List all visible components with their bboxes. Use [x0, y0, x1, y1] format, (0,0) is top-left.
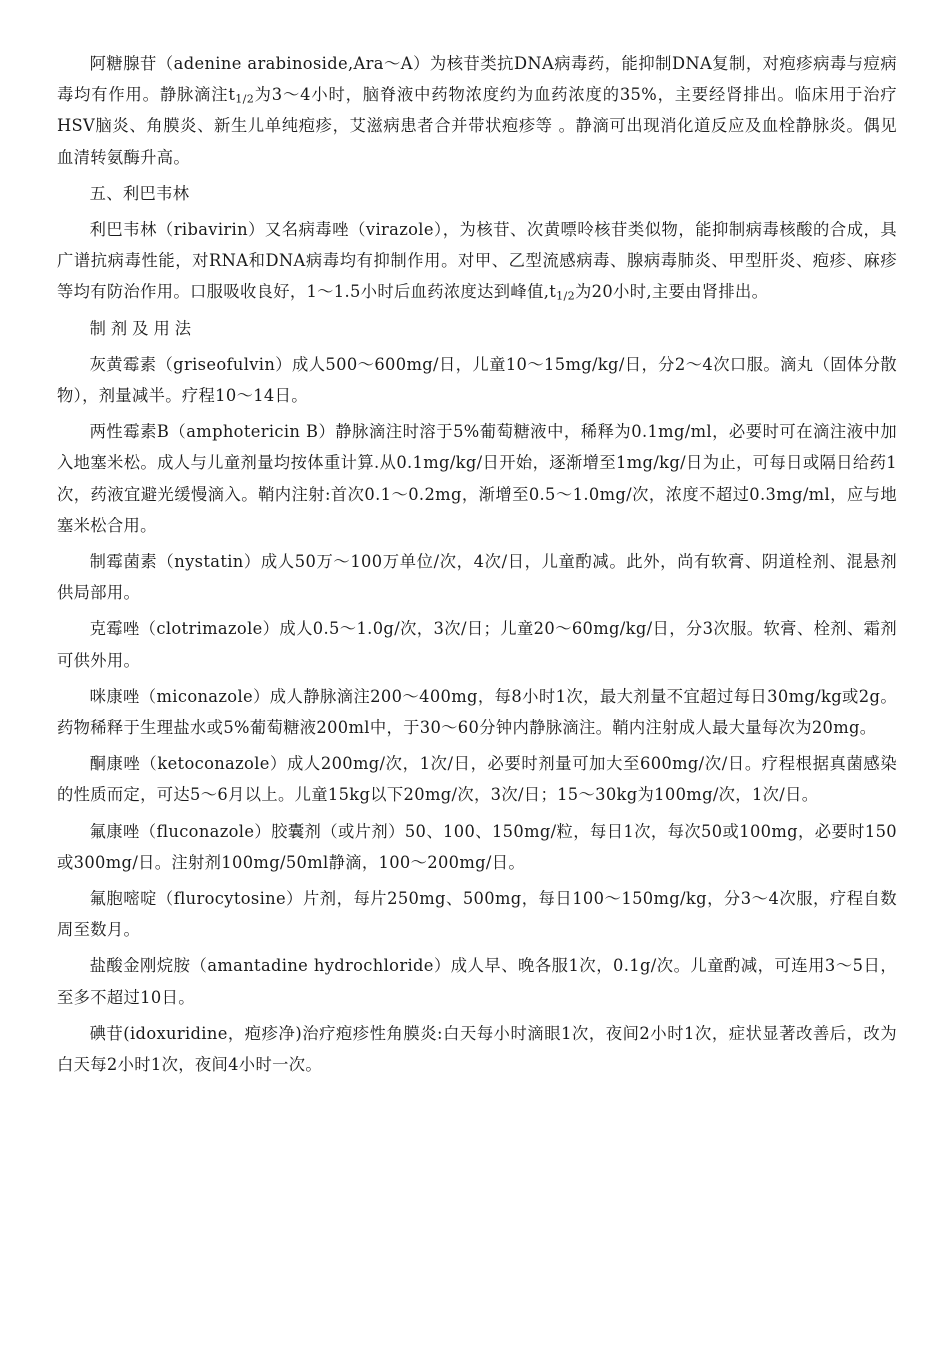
paragraph-ara-a: 阿糖腺苷（adenine arabinoside,Ara～A）为核苷类抗DNA病毒药，能抑制DNA复制，对疱疹病毒与痘病毒均有作用。静脉滴注$t_{1/2}$为3～4小时，脑脊液中药物浓度约为血药浓度的35%，主要经肾排出。临床用于治疗HSV脑炎、角膜炎、新生儿单纯疱疹，艾滋病患者合并带状疱疹等 。静滴可出现消化道反应及血栓静脉炎。偶见血清转氨酶升高。: [57, 54, 897, 167]
section-heading-ribavirin: 五、利巴韦林: [89, 183, 190, 203]
paragraph-miconazole: 咪康唑（miconazole）成人静脉滴注200～400mg，每8小时1次，最大剂量不宜超过每日30mg/kg或2g。药物稀释于生理盐水或5%葡萄糖液200ml中，于30～60分钟内静脉滴注。鞘内注射成人最大量每次为20mg。: [57, 686, 897, 738]
paragraph-ribavirin: 利巴韦林（ribavirin）又名病毒唑（virazole），为核苷、次黄嘌呤核苷类似物，能抑制病毒核酸的合成，具广谱抗病毒性能，对RNA和DNA病毒均有抑制作用。对甲、乙型流感病毒、腺病毒肺炎、甲型肝炎、疱疹、麻疹等均有防治作用。口服吸收良好，1～1.5小时后血药浓度达到峰值$,t_{1/2}$为20小时,主要由肾排出。: [57, 220, 897, 303]
document-page: [57, 48, 897, 1085]
paragraph-ketoconazole: 酮康唑（ketoconazole）成人200mg/次，1次/日，必要时剂量可加大至600mg/次/日。疗程根据真菌感染的性质而定，可达5～6月以上。儿童15kg以下20mg/次，3次/日；15～30kg为100mg/次，1次/日。: [57, 754, 897, 805]
paragraph-amantadine: 盐酸金刚烷胺（amantadine hydrochloride）成人早、晚各服1次，0.1g/次。儿童酌减，可连用3～5日，至多不超过10日。: [57, 956, 897, 1007]
paragraph-fluconazole: 氟康唑（fluconazole）胶囊剂（或片剂）50、100、150mg/粒，每日1次，每次50或100mg，必要时150或300mg/日。注射剂100mg/50ml静滴，100～200mg/日。: [57, 821, 897, 872]
section-heading-preparations: 制剂及用法: [89, 318, 197, 338]
paragraph-clotrimazole: 克霉唑（clotrimazole）成人0.5～1.0g/次，3次/日；儿童20～60mg/kg/日，分3次服。软膏、栓剂、霜剂可供外用。: [57, 619, 897, 670]
paragraph-idoxuridine: 碘苷(idoxuridine，疱疹净)治疗疱疹性角膜炎:白天每小时滴眼1次，夜间2小时1次，症状显著改善后，改为白天每2小时1次，夜间4小时一次。: [57, 1023, 897, 1075]
paragraph-flucytosine: 氟胞嘧啶（flurocytosine）片剂，每片250mg、500mg，每日100～150mg/kg，分3～4次服，疗程自数周至数月。: [57, 889, 897, 940]
paragraph-amphotericin-b: 两性霉素B（amphotericin B）静脉滴注时溶于5%葡萄糖液中，稀释为0.1mg/ml，必要时可在滴注液中加入地塞米松。成人与儿童剂量均按体重计算.从0.1mg/kg/日开始，逐渐增至1mg/kg/日为止，可每日或隔日给药1次，药液宜避光缓慢滴入。鞘内注射:首次0.1～0.2mg，渐增至0.5～1.0mg/次，浓度不超过0.3mg/ml，应与地塞米松合用。: [57, 422, 897, 535]
paragraph-nystatin: 制霉菌素（nystatin）成人50万～100万单位/次，4次/日，儿童酌减。此外，尚有软膏、阴道栓剂、混悬剂供局部用。: [57, 552, 897, 603]
paragraph-griseofulvin: 灰黄霉素（griseofulvin）成人500～600mg/日，儿童10～15mg/kg/日，分2～4次口服。滴丸（固体分散物），剂量减半。疗程10～14日。: [57, 354, 897, 406]
